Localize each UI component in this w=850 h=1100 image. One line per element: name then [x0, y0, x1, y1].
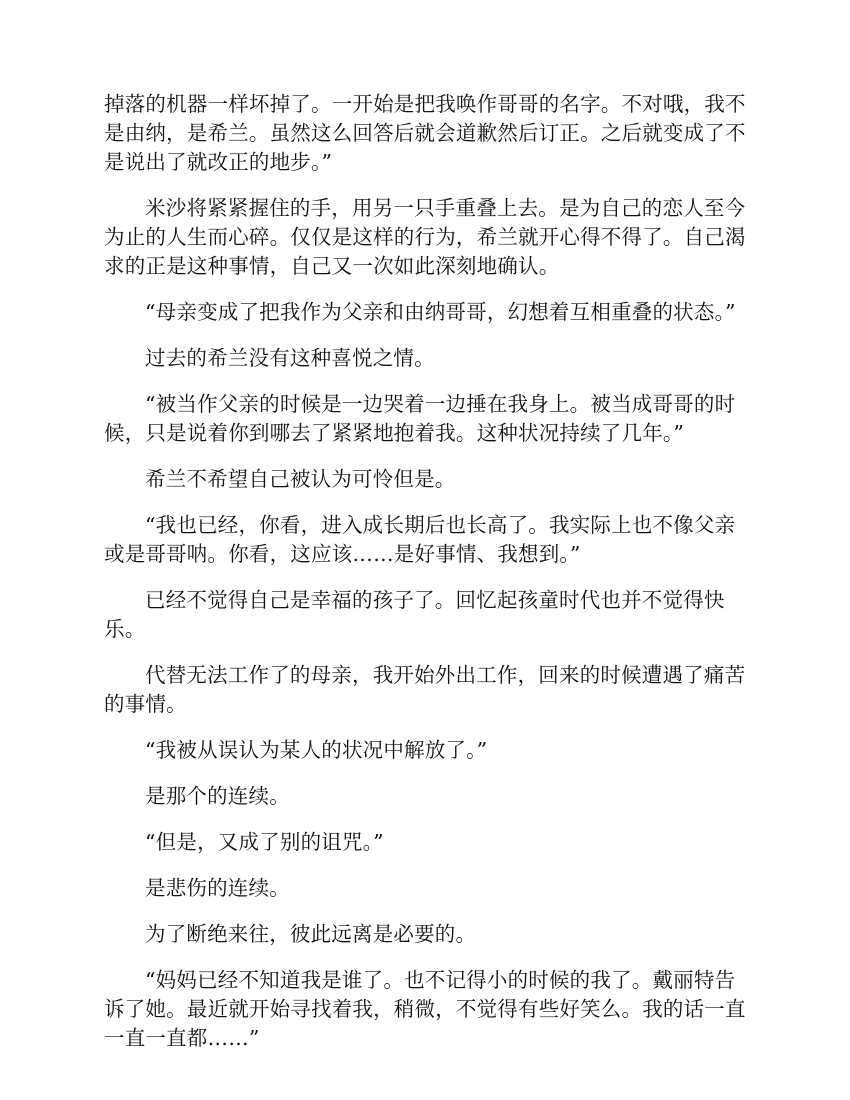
paragraph: “被当作父亲的时候是一边哭着一边捶在我身上。被当成哥哥的时候，只是说着你到哪去了紧紧地抱着我。这种状况持续了几年。”: [104, 392, 736, 445]
paragraph: 为了断绝来往，彼此远离是必要的。: [145, 922, 477, 946]
paragraph: “我被从误认为某人的状况中解放了。”: [145, 738, 488, 762]
paragraph: “母亲变成了把我作为父亲和由纳哥哥，幻想着互相重叠的状态。”: [145, 300, 736, 324]
paragraph: 是那个的连续。: [145, 784, 290, 808]
paragraph: 希兰不希望自己被认为可怜但是。: [145, 467, 456, 491]
page-text-body: [104, 90, 754, 1070]
paragraph: 是悲伤的连续。: [145, 876, 290, 900]
paragraph: 过去的希兰没有这种喜悦之情。: [145, 346, 435, 370]
paragraph: 掉落的机器一样坏掉了。一开始是把我唤作哥哥的名字。不对哦，我不是由纳，是希兰。虽然这么回答后就会道歉然后订正。之后就变成了不是说出了就改正的地步。”: [104, 92, 746, 174]
paragraph: “但是，又成了别的诅咒。”: [145, 830, 384, 854]
paragraph: 米沙将紧紧握住的手，用另一只手重叠上去。是为自己的恋人至今为止的人生而心碎。仅仅是这样的行为，希兰就开心得不得了。自己渴求的正是这种事情，自己又一次如此深刻地确认。: [104, 196, 746, 278]
paragraph: 已经不觉得自己是幸福的孩子了。回忆起孩童时代也并不觉得快乐。: [104, 588, 725, 641]
paragraph: 代替无法工作了的母亲，我开始外出工作，回来的时候遭遇了痛苦的事情。: [104, 663, 746, 716]
paragraph: “我也已经，你看，进入成长期后也长高了。我实际上也不像父亲或是哥哥呐。你看，这应该……是好事情、我想到。”: [104, 513, 736, 566]
paragraph: “妈妈已经不知道我是谁了。也不记得小的时候的我了。戴丽特告诉了她。最近就开始寻找着我，稍微，不觉得有些好笑么。我的话一直一直一直都……”: [104, 968, 746, 1050]
